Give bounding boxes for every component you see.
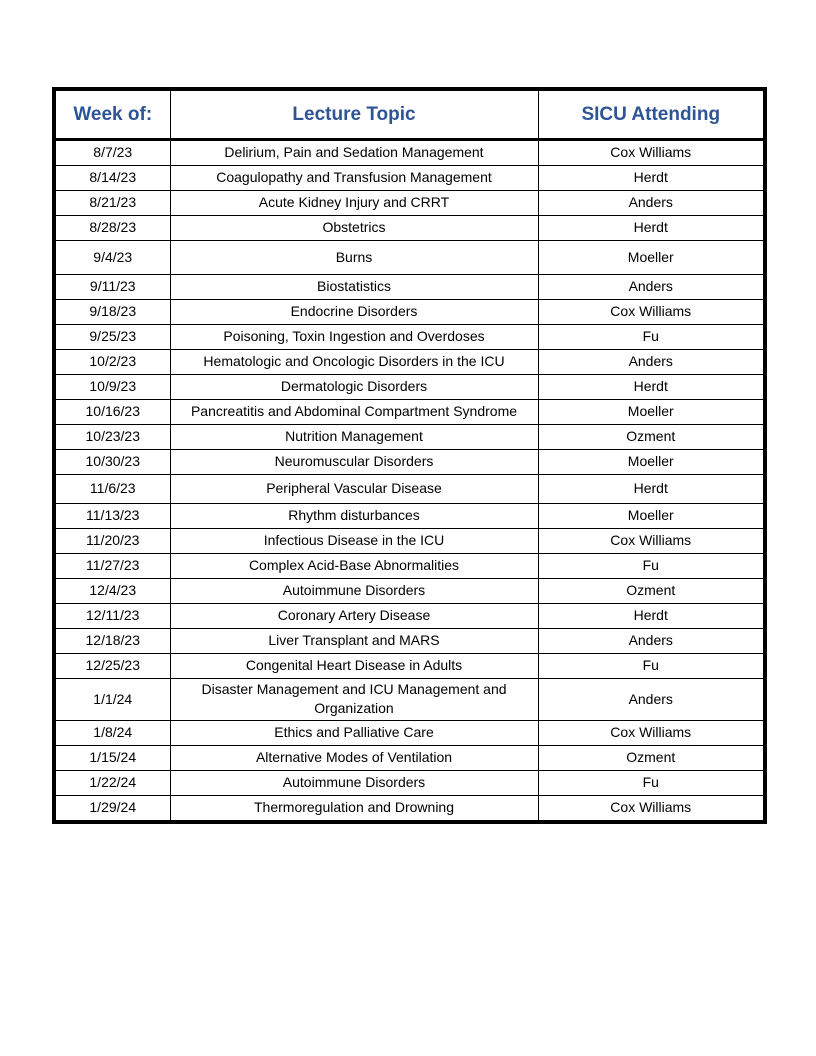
table-row	[54, 795, 765, 822]
attending-cell: Herdt	[538, 375, 765, 400]
attending-cell: Herdt	[538, 166, 765, 191]
topic-cell: Poisoning, Toxin Ingestion and Overdoses	[170, 325, 538, 350]
topic-cell: Pancreatitis and Abdominal Compartment Syndrome	[170, 400, 538, 425]
table-row	[54, 529, 765, 554]
column-header-attending: SICU Attending	[538, 89, 765, 140]
topic-cell: Delirium, Pain and Sedation Management	[170, 140, 538, 166]
attending-cell: Fu	[538, 770, 765, 795]
table-row	[54, 241, 765, 275]
week-cell: 1/8/24	[54, 720, 170, 745]
attending-cell: Anders	[538, 275, 765, 300]
attending-cell: Ozment	[538, 425, 765, 450]
attending-cell: Cox Williams	[538, 795, 765, 822]
attending-cell: Anders	[538, 350, 765, 375]
week-cell: 1/22/24	[54, 770, 170, 795]
week-cell: 11/6/23	[54, 475, 170, 504]
table-row	[54, 216, 765, 241]
table-row	[54, 475, 765, 504]
topic-cell: Nutrition Management	[170, 425, 538, 450]
week-cell: 1/1/24	[54, 679, 170, 721]
table-row	[54, 720, 765, 745]
topic-cell: Complex Acid-Base Abnormalities	[170, 554, 538, 579]
week-cell: 10/2/23	[54, 350, 170, 375]
topic-cell: Congenital Heart Disease in Adults	[170, 654, 538, 679]
week-cell: 10/9/23	[54, 375, 170, 400]
week-cell: 10/30/23	[54, 450, 170, 475]
week-cell: 12/25/23	[54, 654, 170, 679]
table-row	[54, 166, 765, 191]
attending-cell: Cox Williams	[538, 300, 765, 325]
attending-cell: Cox Williams	[538, 529, 765, 554]
header-row	[54, 89, 765, 140]
table-row	[54, 770, 765, 795]
table-row	[54, 554, 765, 579]
attending-cell: Anders	[538, 679, 765, 721]
week-cell: 9/18/23	[54, 300, 170, 325]
topic-cell: Biostatistics	[170, 275, 538, 300]
table-body	[54, 140, 765, 822]
week-cell: 10/23/23	[54, 425, 170, 450]
week-cell: 12/11/23	[54, 604, 170, 629]
attending-cell: Anders	[538, 629, 765, 654]
topic-cell: Autoimmune Disorders	[170, 770, 538, 795]
table-row	[54, 604, 765, 629]
attending-cell: Cox Williams	[538, 140, 765, 166]
week-cell: 8/14/23	[54, 166, 170, 191]
column-header-week: Week of:	[54, 89, 170, 140]
table-row	[54, 579, 765, 604]
topic-cell: Infectious Disease in the ICU	[170, 529, 538, 554]
attending-cell: Anders	[538, 191, 765, 216]
topic-cell: Ethics and Palliative Care	[170, 720, 538, 745]
table-header	[54, 89, 765, 140]
topic-cell: Thermoregulation and Drowning	[170, 795, 538, 822]
column-header-topic: Lecture Topic	[170, 89, 538, 140]
topic-cell: Liver Transplant and MARS	[170, 629, 538, 654]
topic-cell: Neuromuscular Disorders	[170, 450, 538, 475]
attending-cell: Moeller	[538, 400, 765, 425]
week-cell: 9/4/23	[54, 241, 170, 275]
attending-cell: Ozment	[538, 745, 765, 770]
week-cell: 12/18/23	[54, 629, 170, 654]
table-row	[54, 140, 765, 166]
table-row	[54, 300, 765, 325]
attending-cell: Fu	[538, 554, 765, 579]
attending-cell: Herdt	[538, 604, 765, 629]
table-row	[54, 325, 765, 350]
table-row	[54, 191, 765, 216]
week-cell: 8/28/23	[54, 216, 170, 241]
topic-cell: Alternative Modes of Ventilation	[170, 745, 538, 770]
week-cell: 8/21/23	[54, 191, 170, 216]
table-row	[54, 275, 765, 300]
attending-cell: Cox Williams	[538, 720, 765, 745]
topic-cell: Disaster Management and ICU Management and Organization	[170, 679, 538, 721]
topic-cell: Autoimmune Disorders	[170, 579, 538, 604]
topic-cell: Dermatologic Disorders	[170, 375, 538, 400]
topic-cell: Obstetrics	[170, 216, 538, 241]
topic-cell: Peripheral Vascular Disease	[170, 475, 538, 504]
week-cell: 9/11/23	[54, 275, 170, 300]
table-row	[54, 400, 765, 425]
attending-cell: Ozment	[538, 579, 765, 604]
topic-cell: Coagulopathy and Transfusion Management	[170, 166, 538, 191]
table-row	[54, 654, 765, 679]
topic-cell: Hematologic and Oncologic Disorders in the ICU	[170, 350, 538, 375]
table-row	[54, 450, 765, 475]
lecture-schedule-table	[52, 87, 767, 824]
week-cell: 10/16/23	[54, 400, 170, 425]
table-row	[54, 425, 765, 450]
table-row	[54, 679, 765, 721]
week-cell: 11/20/23	[54, 529, 170, 554]
topic-cell: Endocrine Disorders	[170, 300, 538, 325]
week-cell: 8/7/23	[54, 140, 170, 166]
attending-cell: Moeller	[538, 241, 765, 275]
topic-cell: Burns	[170, 241, 538, 275]
table-row	[54, 375, 765, 400]
topic-cell: Rhythm disturbances	[170, 504, 538, 529]
attending-cell: Fu	[538, 654, 765, 679]
table-row	[54, 504, 765, 529]
table-row	[54, 350, 765, 375]
week-cell: 1/15/24	[54, 745, 170, 770]
attending-cell: Herdt	[538, 475, 765, 504]
attending-cell: Fu	[538, 325, 765, 350]
table-row	[54, 745, 765, 770]
attending-cell: Moeller	[538, 504, 765, 529]
week-cell: 11/27/23	[54, 554, 170, 579]
week-cell: 1/29/24	[54, 795, 170, 822]
topic-cell: Coronary Artery Disease	[170, 604, 538, 629]
week-cell: 11/13/23	[54, 504, 170, 529]
week-cell: 9/25/23	[54, 325, 170, 350]
week-cell: 12/4/23	[54, 579, 170, 604]
topic-cell: Acute Kidney Injury and CRRT	[170, 191, 538, 216]
attending-cell: Moeller	[538, 450, 765, 475]
attending-cell: Herdt	[538, 216, 765, 241]
table-row	[54, 629, 765, 654]
